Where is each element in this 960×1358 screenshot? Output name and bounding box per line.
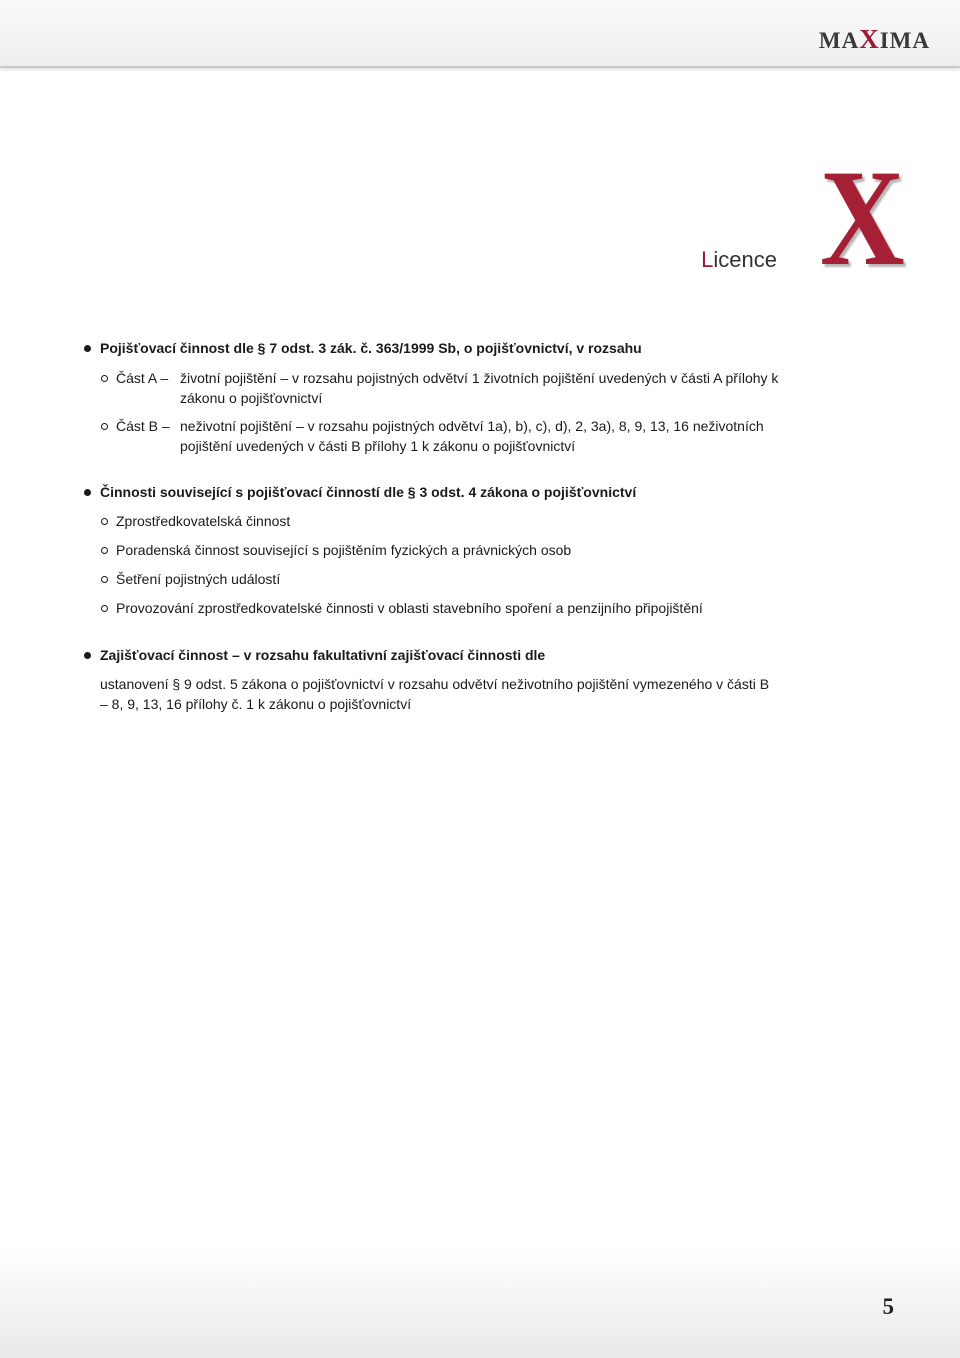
list-item (80, 511, 780, 531)
section-heading: Činnosti související s pojišťovací činností dle § 3 odst. 4 zákona o pojišťovnictví (100, 484, 637, 500)
page-number: 5 (882, 1294, 894, 1319)
part-text: životní pojištění – v rozsahu pojistných odvětví 1 životních pojištění uvedených v části A přílohy k zákonu o pojišťovnictví (180, 370, 779, 406)
circle-bullet-icon (101, 518, 108, 525)
part-label: Část B – (116, 418, 170, 434)
list-item (80, 540, 780, 560)
bullet-icon (84, 652, 91, 659)
list-item-text: Poradenská činnost související s pojištěním fyzických a právnických osob (116, 542, 572, 558)
circle-bullet-icon (101, 605, 108, 612)
section-heading: Zajišťovací činnost – v rozsahu fakultativní zajišťovací činnosti dle (100, 647, 546, 663)
page-title: Licence (701, 247, 777, 272)
list-item (80, 482, 780, 502)
list-item (80, 368, 780, 408)
part-label: Část A – (116, 370, 169, 386)
part-text: neživotní pojištění – v rozsahu pojistných odvětví 1a), b), c), d), 2, 3a), 8, 9, 13, 16 neživotních pojištění uvedených v části B přílohy 1 k zákonu o pojišťovnictví (180, 418, 764, 454)
section-paragraph: ustanovení § 9 odst. 5 zákona o pojišťovnictví v rozsahu odvětví neživotního pojištění vymezeného v části B – 8, 9, 13, 16 přílohy č. 1 k zákonu o pojišťovnictví (100, 676, 770, 712)
circle-bullet-icon (101, 375, 108, 382)
list-item (80, 416, 780, 456)
bullet-icon (84, 489, 91, 496)
header-band (0, 0, 960, 68)
content (80, 338, 780, 714)
list-item-text: Šetření pojistných událostí (116, 571, 281, 587)
circle-bullet-icon (101, 576, 108, 583)
list-item-text: Zprostředkovatelská činnost (116, 513, 291, 529)
brand-logo: MAXIMA (818, 24, 930, 54)
list-item-text: Provozování zprostředkovatelské činnosti v oblasti stavebního spoření a penzijního připojištění (116, 600, 703, 616)
list-item (80, 338, 780, 358)
list-item (80, 569, 780, 589)
list-item (80, 645, 780, 665)
section-heading: Pojišťovací činnost dle § 7 odst. 3 zák. č. 363/1999 Sb, o pojišťovnictví, v rozsahu (100, 340, 642, 356)
list-item (80, 598, 780, 618)
bullet-icon (84, 345, 91, 352)
chapter-letter: X (820, 141, 905, 294)
footer-band (0, 1246, 960, 1358)
circle-bullet-icon (101, 423, 108, 430)
circle-bullet-icon (101, 547, 108, 554)
